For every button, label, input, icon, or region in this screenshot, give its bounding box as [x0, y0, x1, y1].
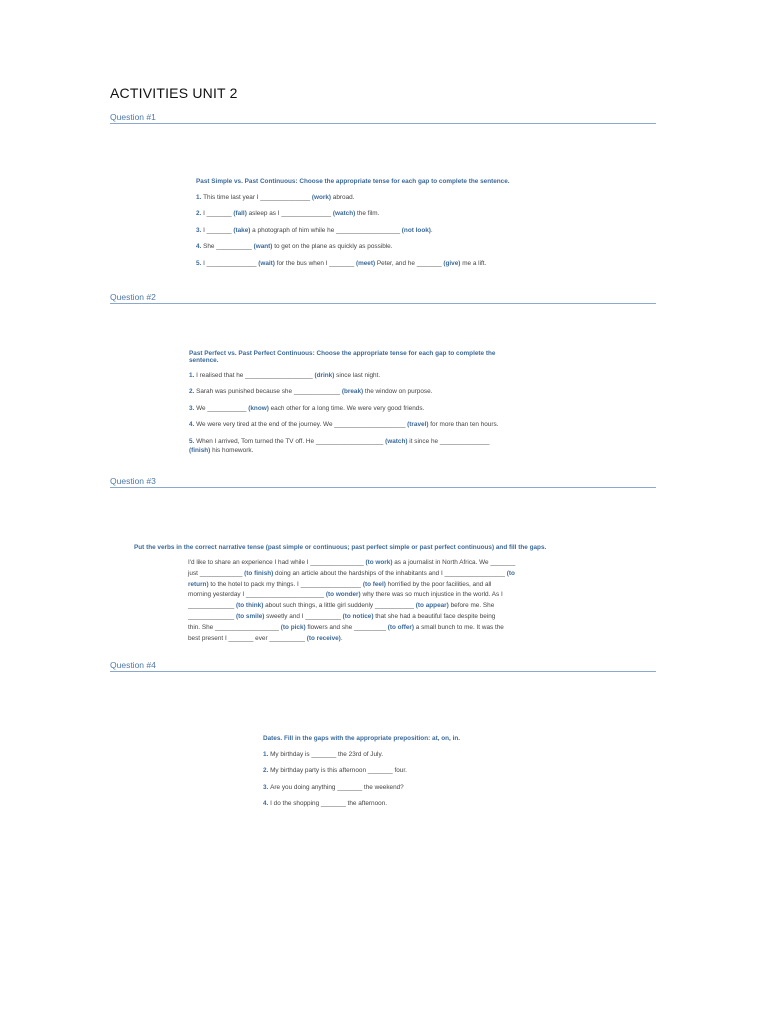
answer-blank[interactable]: _______ — [337, 783, 363, 791]
question-3-instruction: Put the verbs in the correct narrative tense (past simple or continuous; past perfect simple or past perfect continuous) and fill the gaps. — [134, 544, 547, 551]
answer-blank[interactable]: _____________ — [188, 612, 235, 620]
sentence-text: When I arrived, Tom turned the TV off. He — [196, 437, 316, 445]
sentence-text: to the hotel to pack my things. I — [208, 580, 301, 588]
answer-blank[interactable]: __________ — [216, 243, 252, 251]
question-2-block — [189, 350, 498, 454]
answer-blank[interactable]: __________ — [269, 634, 305, 642]
item-number: 3. — [189, 404, 197, 412]
sentence-text: it since he — [407, 437, 440, 445]
item-number: 4. — [189, 421, 197, 429]
verb-hint: (to smile) — [236, 612, 265, 620]
answer-blank[interactable]: __________________ — [215, 623, 279, 631]
question-1-block — [196, 178, 510, 267]
sentence-text: doing an article about the hardships of the inhabitants and I — [273, 569, 445, 577]
answer-blank[interactable]: ___________ — [207, 404, 247, 412]
q4-item — [263, 767, 460, 774]
item-number: 4. — [263, 800, 271, 808]
verb-hint: (fall) — [233, 210, 247, 218]
item-number: 4. — [196, 243, 204, 251]
q1-item — [196, 227, 510, 234]
sentence-text: his homework. — [210, 446, 254, 454]
answer-blank[interactable]: _______ — [320, 800, 346, 808]
sentence-text: My birthday party is this afternoon — [270, 767, 368, 775]
paragraph-line — [188, 601, 546, 612]
answer-blank[interactable]: _______ — [367, 767, 393, 775]
answer-blank[interactable]: _______ — [329, 259, 355, 267]
answer-blank[interactable]: _____________ — [188, 602, 235, 610]
answer-blank[interactable]: ______________________ — [245, 591, 325, 599]
answer-blank[interactable]: _______ — [416, 259, 442, 267]
verb-hint: (know) — [248, 404, 269, 412]
q1-item — [196, 260, 510, 267]
answer-blank[interactable]: _______________ — [310, 559, 364, 566]
verb-hint: (to work) — [365, 559, 393, 566]
verb-hint: (finish) — [189, 446, 211, 454]
q4-item — [263, 784, 460, 791]
sentence-text: since last night. — [334, 372, 381, 379]
paragraph-line — [188, 634, 546, 645]
item-number: 1. — [189, 372, 197, 379]
verb-hint: (to — [506, 569, 515, 577]
sentence-text: I — [203, 259, 207, 267]
answer-blank[interactable]: _________________ — [444, 569, 505, 577]
verb-hint: (want) — [253, 243, 273, 251]
sentence-text: the film. — [355, 210, 380, 218]
verb-hint: (drink) — [314, 372, 335, 379]
item-number: 3. — [196, 226, 204, 234]
sentence-text: just — [188, 569, 200, 577]
verb-hint: (wait) — [258, 259, 275, 267]
question-2-instruction-line2: sentence. — [189, 357, 219, 364]
answer-blank[interactable]: __________ — [305, 612, 341, 620]
sentence-text: why there was so much injustice in the world. As I — [360, 591, 503, 599]
answer-blank[interactable]: _______ — [490, 559, 516, 566]
answer-blank[interactable]: ______________ — [439, 437, 490, 445]
sentence-text: I — [203, 226, 207, 234]
sentence-text: that she had a beautiful face despite being — [373, 612, 496, 620]
question-4-instruction: Dates. Fill in the gaps with the appropriate preposition: at, on, in. — [263, 735, 461, 742]
question-2-items — [189, 372, 498, 454]
q2-item — [189, 447, 498, 454]
question-1-heading: Question #1 — [110, 112, 656, 124]
sentence-text: for the bus when I — [274, 259, 330, 267]
paragraph-line — [188, 580, 546, 591]
document-title: ACTIVITIES UNIT 2 — [110, 85, 238, 101]
question-1-instruction: Past Simple vs. Past Continuous: Choose the appropriate tense for each gap to complete the sentence. — [196, 178, 510, 185]
verb-hint: (break) — [341, 388, 364, 396]
sentence-text: I — [203, 210, 207, 218]
answer-blank[interactable]: ____________ — [199, 569, 243, 577]
q2-item — [189, 421, 498, 428]
sentence-text: thin. She — [188, 623, 216, 631]
answer-blank[interactable]: _______ — [311, 751, 337, 758]
answer-blank[interactable]: __________________ — [336, 226, 401, 234]
question-2-heading: Question #2 — [110, 292, 656, 304]
sentence-text: the weekend? — [362, 783, 404, 791]
answer-blank[interactable]: _________________ — [300, 580, 362, 588]
verb-hint: (to notice) — [342, 612, 374, 620]
sentence-text: abroad. — [331, 194, 355, 201]
question-4-heading: Question #4 — [110, 660, 656, 672]
paragraph-line — [188, 623, 546, 634]
paragraph-line — [188, 569, 546, 580]
question-1-items — [196, 194, 510, 267]
sentence-text: about such things, a little girl suddenly — [263, 602, 375, 610]
sentence-text: We were very tired at the end of the journey. We — [196, 421, 335, 429]
sentence-text: She — [203, 243, 217, 251]
item-number: 2. — [189, 388, 197, 396]
item-number: 1. — [263, 751, 271, 758]
item-number: 5. — [196, 259, 204, 267]
verb-hint: (watch) — [385, 437, 408, 445]
sentence-text: morning yesterday I — [188, 591, 246, 599]
item-number: 2. — [196, 210, 204, 218]
sentence-text: the afternoon. — [345, 800, 388, 808]
q2-item — [189, 405, 498, 412]
sentence-text: before me. She — [448, 602, 495, 610]
sentence-text: ever — [253, 634, 270, 642]
sentence-text: . — [340, 634, 343, 642]
sentence-text: We — [196, 404, 208, 412]
paragraph-line — [188, 558, 546, 569]
sentence-text: the window on purpose. — [363, 388, 433, 396]
answer-blank[interactable]: _______ — [206, 226, 232, 234]
question-2-instruction-line1: Past Perfect vs. Past Perfect Continuous: Choose the appropriate tense for each gap to complete the — [189, 350, 496, 357]
sentence-text: a small bunch to me. It was the — [414, 623, 504, 631]
sentence-text: flowers and she — [305, 623, 354, 631]
sentence-text: for more than ten hours. — [428, 421, 499, 429]
paragraph-line — [188, 612, 546, 623]
sentence-text: each other for a long time. We were very good friends. — [268, 404, 425, 412]
verb-hint: (work) — [311, 194, 332, 201]
verb-hint: (travel) — [407, 421, 429, 429]
q2-item — [189, 388, 498, 395]
paragraph-line — [188, 590, 546, 601]
q1-item — [196, 210, 510, 217]
question-3-paragraph — [188, 558, 546, 644]
sentence-text: Are you doing anything — [270, 783, 338, 791]
sentence-text: I realised that he — [196, 372, 246, 379]
sentence-text: My birthday is — [270, 751, 312, 758]
verb-hint: (to feel) — [362, 580, 386, 588]
sentence-text: asleep as I — [246, 210, 282, 218]
question-4-block — [263, 735, 460, 807]
item-number: 2. — [263, 767, 271, 775]
answer-blank[interactable]: _______ — [228, 634, 254, 642]
question-3-heading: Question #3 — [110, 476, 656, 488]
question-4-items — [263, 751, 460, 807]
sentence-text: a photograph of him while he — [250, 226, 337, 234]
verb-hint: (give) — [443, 259, 461, 267]
verb-hint: (to appear) — [415, 602, 449, 610]
sentence-text: best present I — [188, 634, 229, 642]
answer-blank[interactable]: _________ — [353, 623, 386, 631]
answer-blank[interactable]: _____________ — [293, 388, 341, 396]
verb-hint: (to offer) — [387, 623, 414, 631]
verb-hint: (to pick) — [280, 623, 306, 631]
q1-item — [196, 243, 510, 250]
answer-blank[interactable]: ______________ — [260, 194, 311, 201]
question-3-block — [134, 544, 546, 644]
verb-hint: (to finish) — [244, 569, 274, 577]
q1-item — [196, 194, 510, 201]
answer-blank[interactable]: _______ — [206, 210, 232, 218]
sentence-text: This time last year I — [203, 194, 261, 201]
sentence-text: the 23rd of July. — [336, 751, 383, 758]
sentence-text: me a lift. — [460, 259, 487, 267]
sentence-text: . — [430, 226, 433, 234]
answer-blank[interactable]: ___________________ — [245, 372, 313, 379]
answer-blank[interactable]: ______________ — [206, 259, 257, 267]
verb-hint: (to wonder) — [325, 591, 361, 599]
verb-hint: (to receive) — [306, 634, 341, 642]
sentence-text: I do the shopping — [270, 800, 321, 808]
sentence-text: four. — [392, 767, 407, 775]
q2-item — [189, 438, 498, 445]
verb-hint: (meet) — [355, 259, 376, 267]
answer-blank[interactable]: ___________________ — [315, 437, 384, 445]
answer-blank[interactable]: ______________ — [281, 210, 332, 218]
sentence-text: as a journalist in North Africa. We — [392, 559, 491, 566]
verb-hint: (watch) — [332, 210, 356, 218]
sentence-text: to get on the plane as quickly as possible. — [272, 243, 393, 251]
sentence-text: Sarah was punished because she — [196, 388, 294, 396]
sentence-text: horrified by the poor facilities, and all — [385, 580, 492, 588]
answer-blank[interactable]: ____________________ — [334, 421, 406, 429]
sentence-text: sweetly and I — [264, 612, 306, 620]
item-number: 3. — [263, 783, 271, 791]
item-number: 5. — [189, 437, 197, 445]
verb-hint: (not look) — [401, 226, 431, 234]
q4-item — [263, 751, 460, 758]
verb-hint: return) — [188, 580, 209, 588]
sentence-text: I'd like to share an experience I had while I — [188, 559, 311, 566]
q2-item — [189, 372, 498, 379]
answer-blank[interactable]: ___________ — [374, 602, 414, 610]
item-number: 1. — [196, 194, 204, 201]
verb-hint: (to think) — [236, 602, 264, 610]
verb-hint: (take) — [233, 226, 251, 234]
sentence-text: Peter, and he — [375, 259, 417, 267]
q4-item — [263, 800, 460, 807]
